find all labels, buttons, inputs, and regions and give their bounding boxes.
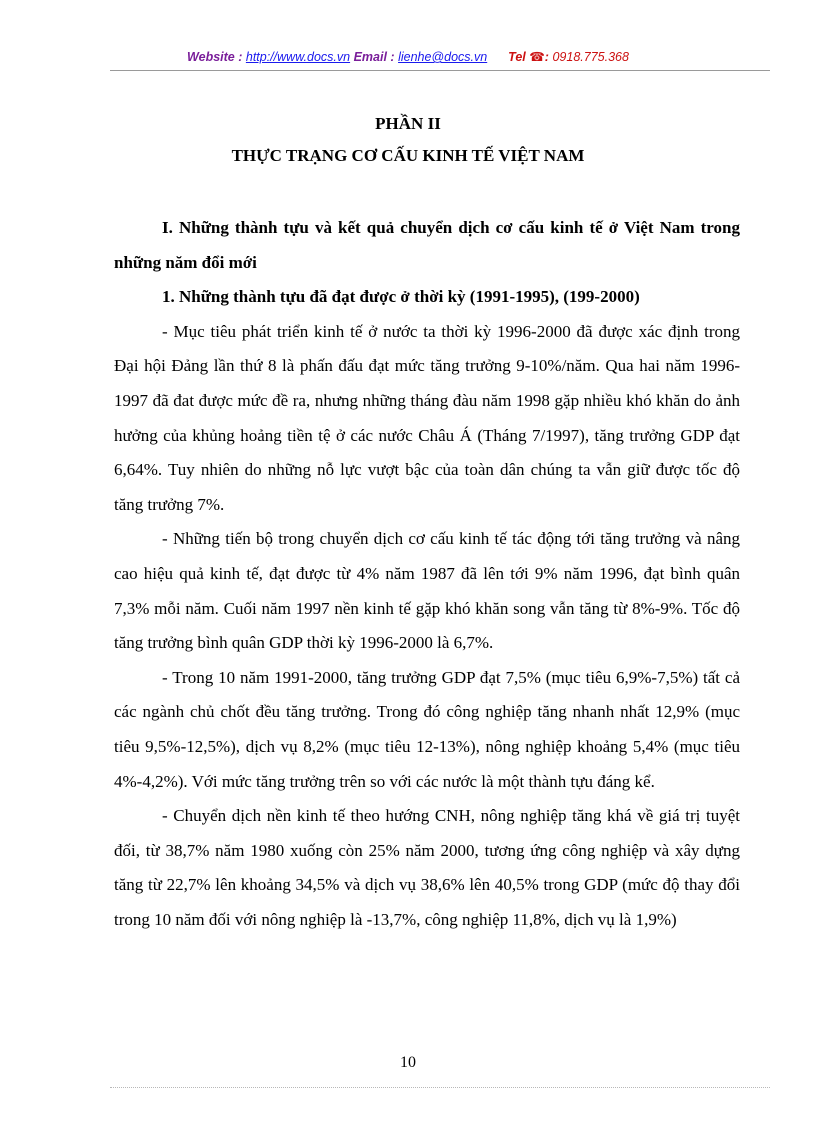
subsection-heading: 1. Những thành tựu đã đạt được ở thời kỳ (1991-1995), (199-2000) <box>162 287 640 307</box>
section-heading: I. Những thành tựu và kết quả chuyển dịch cơ cấu kinh tế ở Việt Nam trong những năm đổi mới <box>114 218 740 272</box>
page-title: THỰC TRẠNG CƠ CẤU KINH TẾ VIỆT NAM <box>231 146 585 165</box>
paragraph: - Chuyển dịch nền kinh tế theo hướng CNH, nông nghiệp tăng khá về giá trị tuyệt đối, từ 38,7% năm 1980 xuống còn 25% năm 2000, tương ứng công nghiệp và xây dựng tăng từ 22,7% lên khoảng 34,5% và dịch vụ 38,6% lên 40,5% trong GDP (mức độ thay đổi trong 10 năm đối với nông nghiệp là -13,7%, công nghiệp 11,8%, dịch vụ là 1,9%) <box>114 806 740 929</box>
email-label: Email : <box>353 50 395 64</box>
part-label: PHẦN II <box>375 114 441 133</box>
tel-number: 0918.775.368 <box>552 50 629 64</box>
paragraph: - Mục tiêu phát triển kinh tế ở nước ta thời kỳ 1996-2000 đã được xác định trong Đại hội Đảng lần thứ 8 là phấn đấu đạt mức tăng trưởng 9-10%/năm. Qua hai năm 1996-1997 đã đat được mức đề ra, nhưng những tháng đàu năm 1998 gặp nhiều khó khăn do ảnh hưởng của khủng hoảng tiền tệ ở các nước Châu Á (Tháng 7/1997), tăng trưởng GDP đạt 6,64%. Tuy nhiên do những nỗ lực vượt bậc của toàn dân chúng ta vẫn giữ được tốc độ tăng trưởng 7%. <box>114 321 740 514</box>
paragraph: - Trong 10 năm 1991-2000, tăng trưởng GDP đạt 7,5% (mục tiêu 6,9%-7,5%) tất cả các ngành chủ chốt đều tăng trưởng. Trong đó công nghiệp tăng nhanh nhất 12,9% (mục tiêu 9,5%-12,5%), dịch vụ 8,2% (mục tiêu 12-13%), nông nghiệp khoảng 5,4% (mục tiêu 4%-4,2%). Với mức tăng trưởng trên so với các nước là một thành tựu đáng kể. <box>114 667 740 791</box>
page-number: 10 <box>400 1054 416 1071</box>
page-header <box>0 49 816 64</box>
header-divider <box>110 70 770 71</box>
document-body <box>114 211 740 937</box>
tel-label: Tel ☎: <box>508 50 549 64</box>
paragraph: - Những tiến bộ trong chuyển dịch cơ cấu kinh tế tác động tới tăng trưởng và nâng cao hiệu quả kinh tế, đạt được từ 4% năm 1987 đã lên tới 9% năm 1996, đạt bình quân 7,3% mỗi năm. Cuối năm 1997 nền kinh tế gặp khó khăn song vẫn tăng từ 8%-9%. Tốc độ tăng trưởng bình quân GDP thời kỳ 1996-2000 là 6,7%. <box>114 529 740 653</box>
email-link[interactable]: lienhe@docs.vn <box>398 50 488 64</box>
website-link[interactable]: http://www.docs.vn <box>245 50 351 64</box>
footer-divider <box>110 1087 770 1088</box>
website-label: Website : <box>187 50 243 64</box>
